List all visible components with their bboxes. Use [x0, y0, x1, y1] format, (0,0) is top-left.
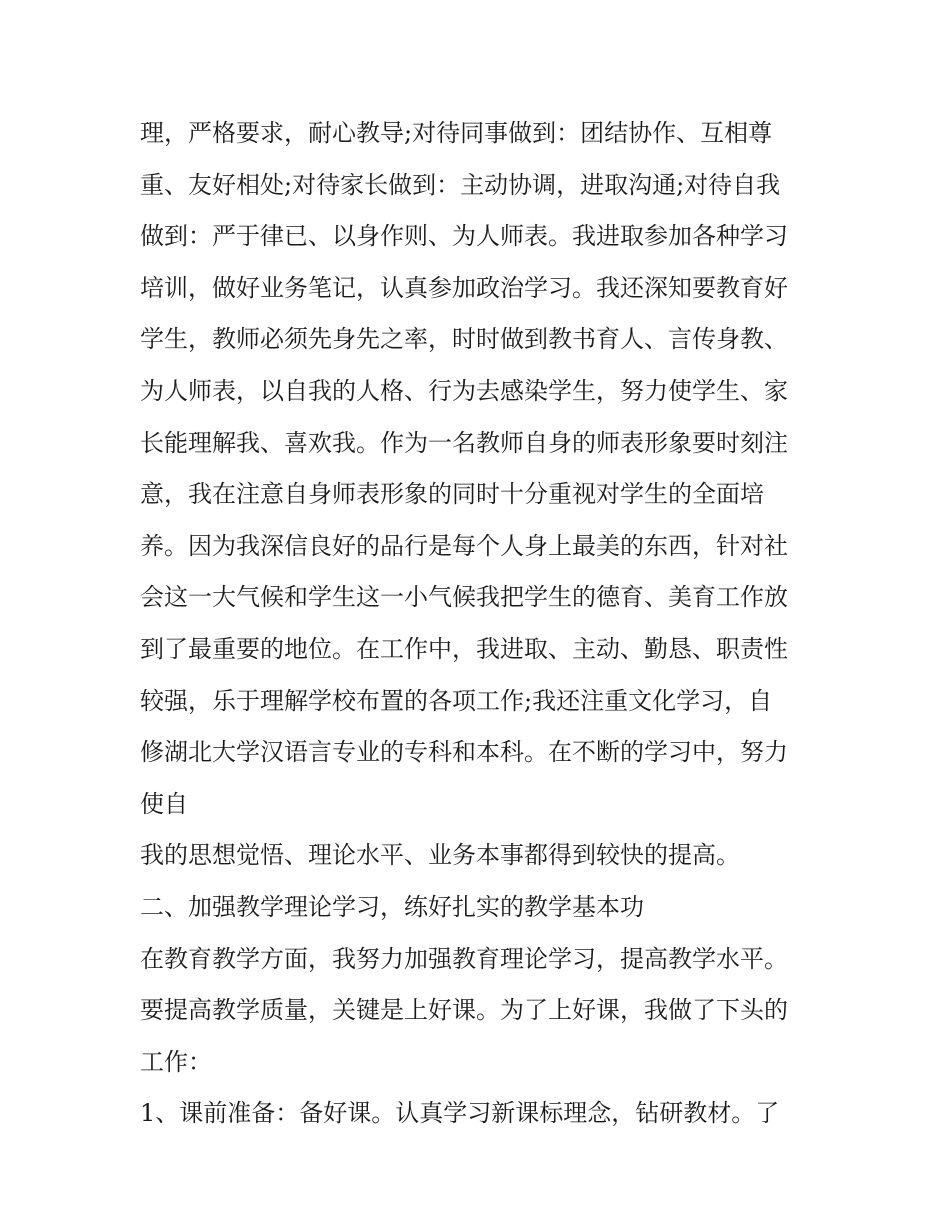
text-line: 长能理解我、喜欢我。作为一名教师自身的师表形象要时刻注 [140, 428, 788, 457]
text-line: 在教育教学方面，我努力加强教育理论学习，提高教学水平。 [140, 944, 788, 973]
text-line: 修湖北大学汉语言专业的专科和本科。在不断的学习中，努力 [140, 738, 788, 767]
text-line: 工作： [140, 1047, 212, 1076]
text-line: 做到：严于律已、以身作则、为人师表。我进取参加各种学习 [140, 222, 788, 251]
text-line: 重、友好相处;对待家长做到：主动协调，进取沟通;对待自我 [140, 170, 781, 199]
text-line: 较强，乐于理解学校布置的各项工作;我还注重文化学习，自 [140, 686, 773, 715]
text-line: 到了最重要的地位。在工作中，我进取、主动、勤恳、职责性 [140, 634, 788, 663]
text-line: 使自 [140, 789, 188, 818]
text-line: 理，严格要求，耐心教导;对待同事做到：团结协作、互相尊 [140, 119, 773, 147]
text-line: 要提高教学质量，关键是上好课。为了上好课，我做了下头的 [140, 996, 788, 1025]
document-body [140, 108, 830, 1140]
section-heading: 二、加强教学理论学习，练好扎实的教学基本功 [140, 892, 644, 921]
text-line: 为人师表，以自我的人格、行为去感染学生，努力使学生、家 [140, 376, 788, 405]
text-line: 学生，教师必须先身先之率，时时做到教书育人、言传身教、 [140, 325, 788, 354]
text-line: 意，我在注意自身师表形象的同时十分重视对学生的全面培 [140, 480, 764, 509]
text-line: 养。因为我深信良好的品行是每个人身上最美的东西，针对社 [140, 531, 788, 560]
list-item-heading: 1、课前准备：备好课。认真学习新课标理念，钻研教材。了 [140, 1099, 780, 1128]
text-line: 会这一大气候和学生这一小气候我把学生的德育、美育工作放 [140, 583, 788, 612]
text-line: 培训，做好业务笔记，认真参加政治学习。我还深知要教育好 [140, 273, 788, 302]
text-line: 我的思想觉悟、理论水平、业务本事都得到较快的提高。 [140, 841, 740, 870]
